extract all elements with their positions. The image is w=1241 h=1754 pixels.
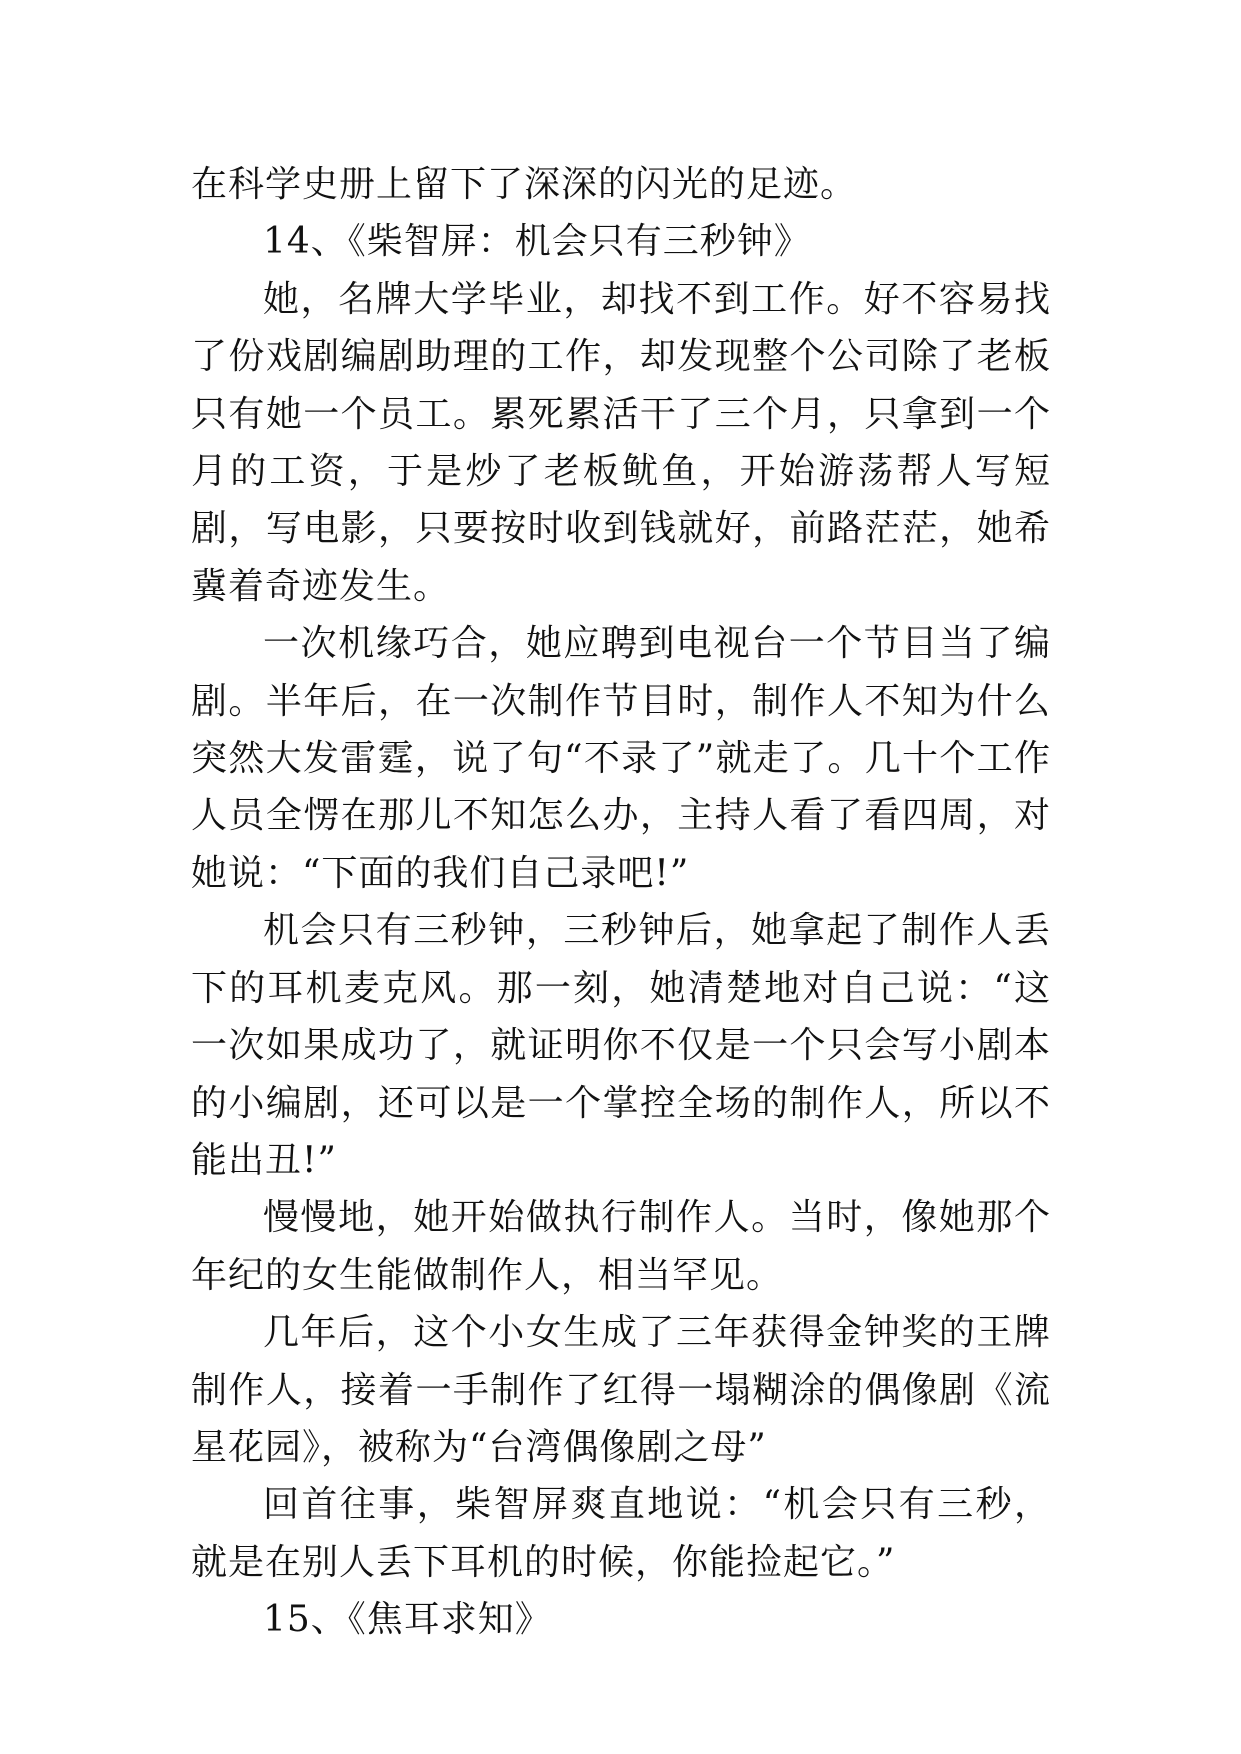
document-body [191,156,1051,1649]
paragraph: 回首往事，柴智屏爽直地说：“机会只有三秒，就是在别人丢下耳机的时候，你能捡起它。” [191,1484,1051,1583]
paragraph: 一次机缘巧合，她应聘到电视台一个节目当了编剧。半年后，在一次制作节目时，制作人不知为什么突然大发雷霆，说了句“不录了”就走了。几十个工作人员全愣在那儿不知怎么办，主持人看了看四周，对她说：“下面的我们自己录吧!” [191,623,1051,894]
section-heading-14: 14、《柴智屏：机会只有三秒钟》 [263,221,811,263]
paragraph: 几年后，这个小女生成了三年获得金钟奖的王牌制作人，接着一手制作了红得一塌糊涂的偶像剧《流星花园》，被称为“台湾偶像剧之母” [191,1312,1051,1468]
paragraph: 机会只有三秒钟，三秒钟后，她拿起了制作人丢下的耳机麦克风。那一刻，她清楚地对自己说：“这一次如果成功了，就证明你不仅是一个只会写小剧本的小编剧，还可以是一个掌控全场的制作人，所以不能出丑!” [191,910,1051,1181]
paragraph-continuation: 在科学史册上留下了深深的闪光的足迹。 [191,164,858,205]
section-heading-15: 15、《焦耳求知》 [263,1599,552,1641]
paragraph: 她，名牌大学毕业，却找不到工作。好不容易找了份戏剧编剧助理的工作，却发现整个公司除了老板只有她一个员工。累死累活干了三个月，只拿到一个月的工资，于是炒了老板鱿鱼，开始游荡帮人写短剧，写电影，只要按时收到钱就好，前路茫茫，她希冀着奇迹发生。 [191,278,1051,607]
paragraph: 慢慢地，她开始做执行制作人。当时，像她那个年纪的女生能做制作人，相当罕见。 [191,1197,1051,1296]
